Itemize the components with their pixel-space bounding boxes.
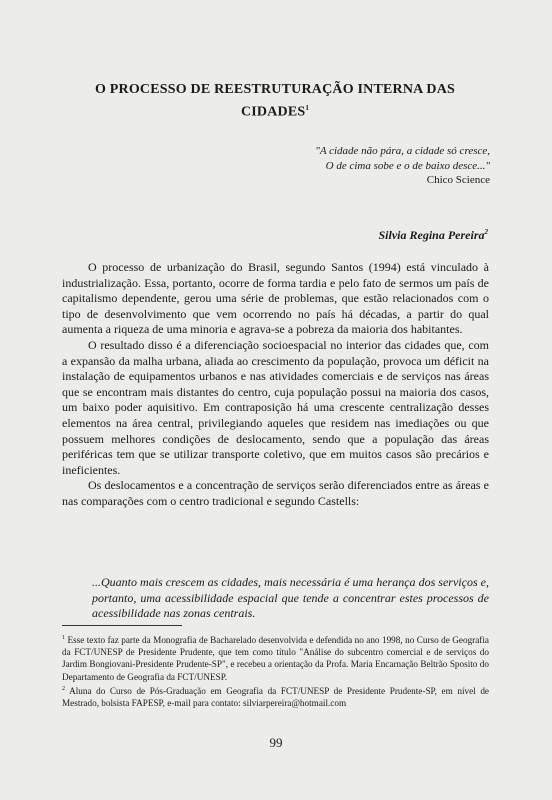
paragraph: Os deslocamentos e a concentração de serviços serão diferenciados entre as áreas e nas comparações com o centro tradicional e segundo Castells: [62,478,489,508]
title-text: O PROCESSO DE REESTRUTURAÇÃO INTERNA DAS CIDADES [94,82,455,120]
footnote-mark: 1 [62,635,65,641]
epigraph [190,144,490,188]
page-number: 99 [269,735,283,750]
article-title [60,80,490,122]
footnote [62,683,489,709]
author-name [379,228,489,243]
footnote-divider [62,625,182,626]
author-text: Silvia Regina Pereira [378,228,485,242]
title-footnote-mark: 1 [305,104,310,112]
footnote-mark: 2 [62,685,65,692]
paragraph: O processo de urbanização do Brasil, segundo Santos (1994) está vinculado à industrialização. Essa, portanto, ocorre de forma tardia e pelo fato de sermos um país de capitalismo dependente, gerou uma série de problemas, que estão relacionados com o tipo de desenvolvimento que vem ocorrendo no país há décadas, a partir do qual aumenta a riqueza de uma minoria e agrava-se a pobreza da maioria dos habitantes. [62,260,489,337]
body-text [62,260,489,510]
footnote-text: Aluna do Curso de Pós-Graduação em Geografia da FCT/UNESP de Presidente Prudente-SP, em nível de Mestrado, bolsista FAPESP, e-mail para contato: silviarpereira@hotmail.com [62,685,489,709]
block-quote: ...Quanto mais crescem as cidades, mais necessária é uma herança dos serviços e, portanto, uma acessibilidade espacial que tende a concentrar estes processos de acessibilidade nas zonas centrais. [92,575,489,621]
footnote-text: Esse texto faz parte da Monografia de Bacharelado desenvolvida e defendida no ano 1998, no Curso de Geografia da FCT/UNESP de Presidente Prudente, que tem como título "Análise do subcentro comercial e de serviços do Jardim Bongiovani-Presidente Prudente-SP", e recebeu a orientação da Profa. Maria Encarnação Beltrão Sposito do Departamento de Geografia da FCT/UNESP. [62,635,489,682]
footnotes [62,632,489,709]
author-footnote-mark: 2 [484,228,488,236]
paragraph: O resultado disso é a diferenciação socioespacial no interior das cidades que, com a expansão da malha urbana, aliada ao crescimento da população, provoca um déficit na instalação de equipamentos urbanos e nas atividades comerciais e de serviços nas áreas que se encontram mais distantes do centro, cuja população possui na maioria dos casos, um baixo poder aquisitivo. Em contraposição há uma crescente centralização desses elementos na área central, privilegiando aqueles que residem nas imediações ou que possuem melhores condições de deslocamento, sendo que a população das áreas periféricas tem que se utilizar transporte coletivo, que em muitos casos são precários e ineficientes. [62,337,489,477]
epigraph-line-2: O de cima sobe e o de baixo desce..." [325,159,490,172]
epigraph-line-1: "A cidade não pára, a cidade só cresce, [315,145,490,157]
epigraph-source: Chico Science [426,174,490,186]
footnote [62,632,489,683]
